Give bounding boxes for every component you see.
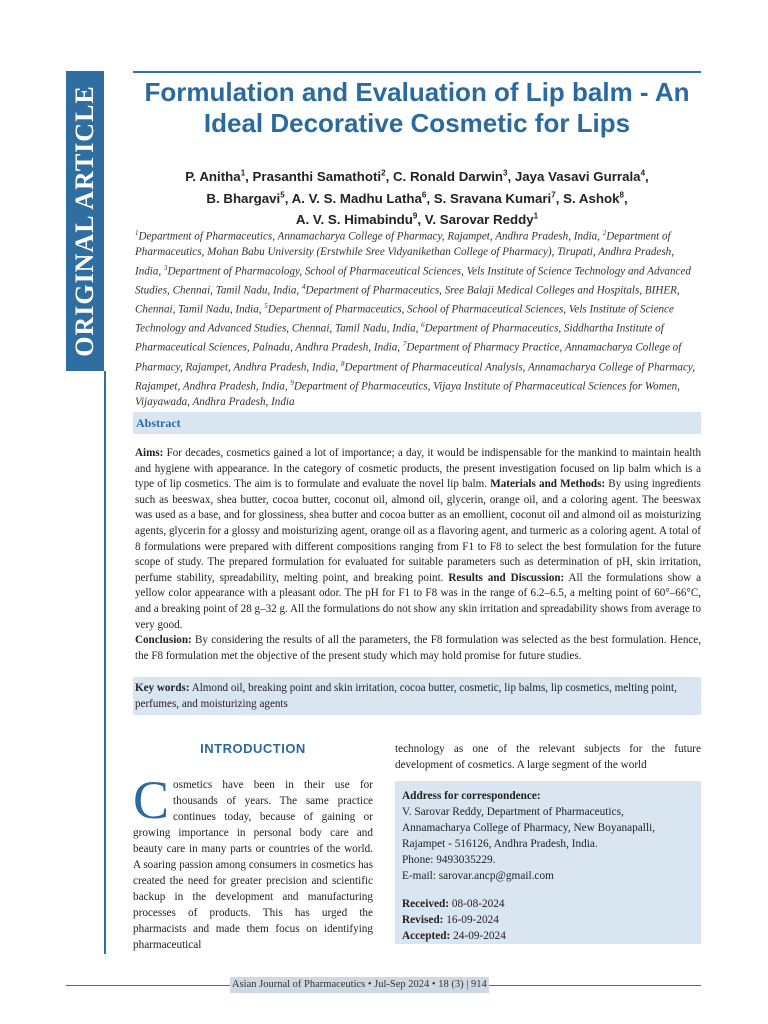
keywords-box <box>133 677 701 715</box>
correspondence-line: Rajampet - 516126, Andhra Pradesh, India. <box>402 838 598 850</box>
left-rule <box>104 371 106 954</box>
title-rule <box>133 71 701 73</box>
author: C. Ronald Darwin$^3$, <box>392 169 515 185</box>
revised-date: Revised: 16-09-2024 <box>402 914 499 926</box>
correspondence-line: Annamacharya College of Pharmacy, New Boyanapalli, <box>402 822 656 834</box>
article-type-label: ORIGINAL ARTICLE <box>70 85 99 357</box>
introduction-heading: INTRODUCTION <box>200 741 306 756</box>
author: A. V. S. Madhu Latha$^6$, <box>291 190 434 206</box>
author: S. Ashok$^8$, <box>563 190 628 206</box>
introduction-continued: technology as one of the relevant subjects for the future development of cosmetics. A large segment of the world <box>395 743 701 771</box>
correspondence-email: E-mail: sarovar.ancp@gmail.com <box>402 870 554 882</box>
author: V. Sarovar Reddy$^1$ <box>424 211 539 228</box>
abstract-heading: Abstract <box>136 416 181 430</box>
correspondence-line: V. Sarovar Reddy, Department of Pharmaceutics, <box>402 806 624 818</box>
correspondence-heading: Address for correspondence: <box>402 790 541 802</box>
drop-cap: C <box>133 770 170 830</box>
author: A. V. S. Himabindu$^9$, <box>295 211 425 228</box>
abstract-header <box>133 412 701 434</box>
author: S. Sravana Kumari$^7$, <box>433 190 564 206</box>
correspondence-box <box>395 781 701 944</box>
footer <box>230 977 489 993</box>
author: B. Bhargavi$^5$, <box>206 190 292 206</box>
introduction-body: Cosmetics have been in their use for thousands of years. The same practice continues today, because of gaining or growing importance in personal body care and beauty care in many parts or countries of the world. A soaring passion among consumers in cosmetics has created the need for greater precision and scientific backup in the development and manufacturing processes of products. This has urged the pharmacists and made them focus on identifying pharmaceutical <box>133 770 373 951</box>
author: Prasanthi Samathoti$^2$, <box>252 169 393 185</box>
journal-citation: Asian Journal of Pharmaceutics • Jul-Sep 2024 • 18 (3) | 914 <box>230 977 489 993</box>
affiliations: $^1$Department of Pharmaceutics, Annamacharya College of Pharmacy, Rajampet, Andhra Pradesh, India, $^2$Department of Pharmaceutics, Mohan Babu University (Erstwhile Sree Vidyanikethan College of Pharmacy), Tirupati, Andhra Pradesh, India, $^3$Department of Pharmacology, School of Pharmaceutical Sciences, Vels Institute of Science Technology and Advanced Studies, Chennai, Tamil Nadu, India, $^4$Department of Pharmaceutics, Sree Balaji Medical Colleges and Hospitals, BIHER, Chennai, Tamil Nadu, India, $^5$Department of Pharmaceutics, School of Pharmaceutical Sciences, Vels Institute of Science Technology and Advanced Studies, Chennai, Tamil Nadu, India, $^6$Department of Pharmaceutics, Siddhartha Institute of Pharmaceutical Sciences, Palnadu, Andhra Pradesh, India, $^7$Department of Pharmacy Practice, Annamacharya College of Pharmacy, Rajampet, Andhra Pradesh, India, $^8$Department of Pharmaceutical Analysis, Annamacharya College of Pharmacy, Rajampet, Andhra Pradesh, India, $^9$Department of Pharmaceutics, Vijaya Institute of Pharmaceutical Sciences for Women, Vijayawada, Andhra Pradesh, India <box>135 229 695 408</box>
article-title: Formulation and Evaluation of Lip balm - An Ideal Decorative Cosmetic for Lips <box>144 77 690 138</box>
author-list <box>133 165 701 229</box>
correspondence-line: Phone: 9493035229. <box>402 854 496 866</box>
author: Jaya Vasavi Gurrala$^4$, <box>514 169 649 185</box>
accepted-date: Accepted: 24-09-2024 <box>402 930 506 942</box>
keywords-label: Key words: <box>135 682 190 694</box>
received-date: Received: 08-08-2024 <box>402 898 505 910</box>
keywords-text: Almond oil, breaking point and skin irritation, cocoa butter, cosmetic, lip balms, lip cosmetics, melting point, perfumes, and moisturizing agents <box>135 682 677 710</box>
author: P. Anitha$^1$, <box>185 169 253 185</box>
abstract-body: Aims: For decades, cosmetics gained a lot of importance; a day, it would be indispensable for the mankind to maintain health and hygiene with appearance. In the category of cosmetic products, the present investigation focused on lip balm which is a type of lip cosmetics. The aim is to formulate and evaluate the novel lip balm. Materials and Methods: By using ingredients such as beeswax, shea butter, cocoa butter, coconut oil, almond oil, glycerin, orange oil, and a coloring agent. The beeswax was used as a base, and for glossiness, shea butter and cocoa butter as an emollient, coconut oil and almond oil as moisturizing agents, glycerin for a glossy and moisturizing agent, orange oil as a flavoring agent, and turmeric as a coloring agent. A total of 8 formulations were prepared with different compositions ranging from F1 to F8 to select the best formulation for the future scope of study. The prepared formulation for evaluated for suitable parameters such as determination of pH, skin irritation, perfume stability, spreadability, melting point, and breaking point. Results and Discussion: All the formulations show a yellow color appearance with a pleasant odor. The pH for F1 to F8 was in the range of 6.2–6.5, a melting point of 60°–66°C, and a breaking point of 28 g–32 g. All the formulations do not show any skin irritation and spreadability shows from average to very good. Conclusion: By considering the results of all the parameters, the F8 formulation was selected as the best formulation. Hence, the F8 formulation met the objective of the present study which may hold promise for future studies. <box>135 447 701 662</box>
